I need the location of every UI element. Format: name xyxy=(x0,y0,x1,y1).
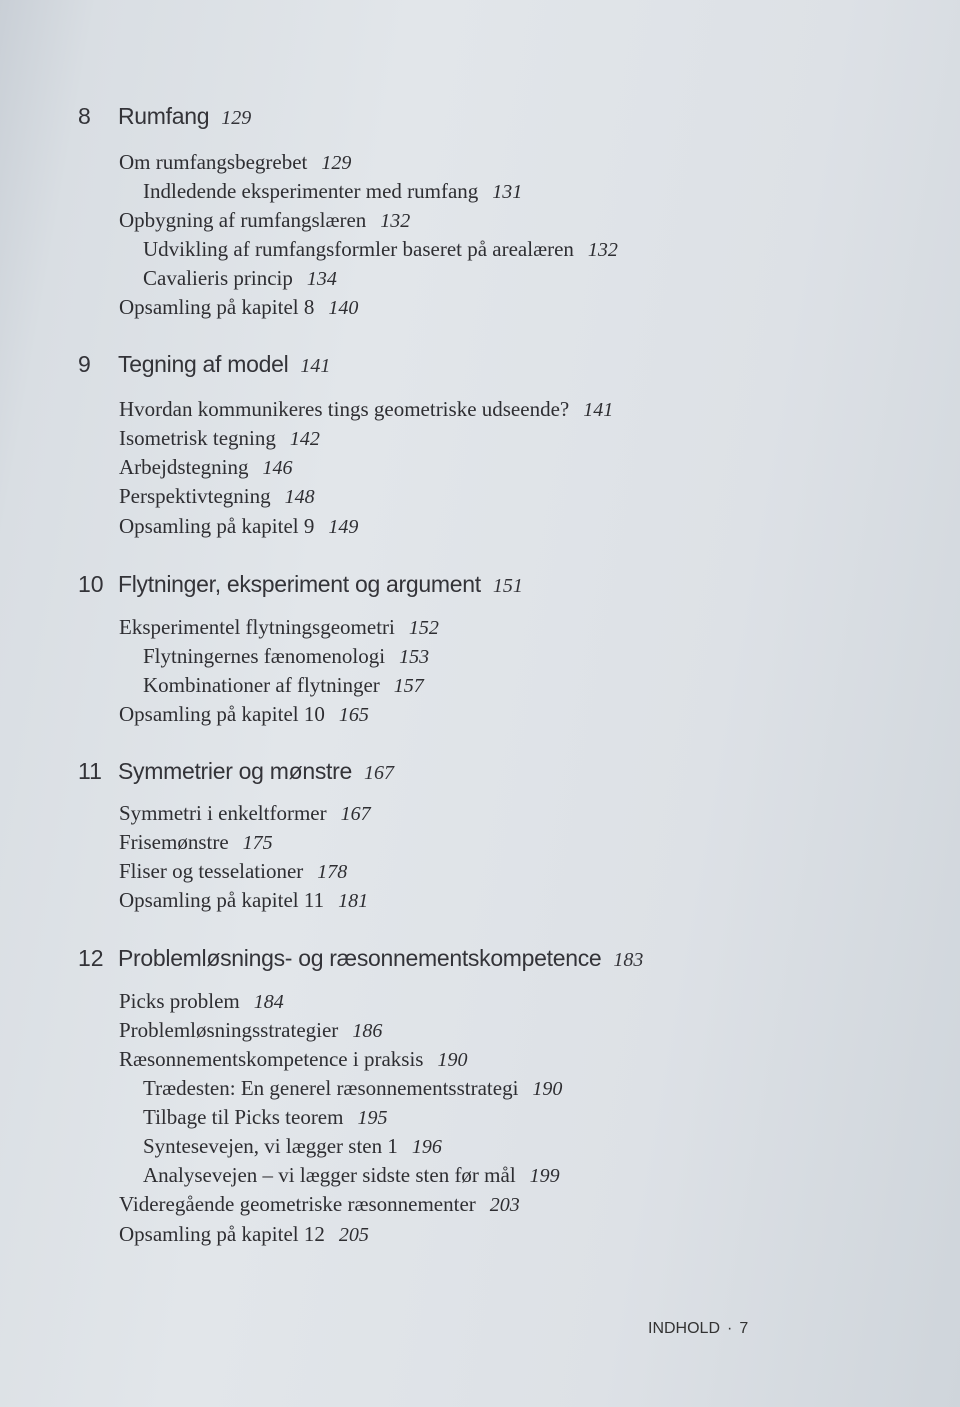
toc-entry xyxy=(119,830,273,855)
chapter-page: 141 xyxy=(300,355,331,377)
entry-page: 142 xyxy=(289,428,320,450)
chapter-number: 12 xyxy=(78,945,104,971)
entry-title: Ræsonnementskompetence i praksis xyxy=(119,1047,424,1071)
toc-subentry xyxy=(143,237,618,262)
entry-page: 195 xyxy=(357,1107,388,1129)
footer-page-number: 7 xyxy=(739,1320,749,1337)
entry-title: Arbejdstegning xyxy=(119,455,249,479)
entry-title: Analysevejen – vi lægger sidste sten før mål xyxy=(143,1163,516,1187)
entry-page: 196 xyxy=(411,1136,442,1158)
chapter-number: 11 xyxy=(78,758,102,784)
entry-page: 199 xyxy=(529,1165,560,1187)
entry-title: Problemløsningsstrategier xyxy=(119,1018,339,1042)
entry-title: Frisemønstre xyxy=(119,830,229,854)
footer-section: INDHOLD xyxy=(648,1320,721,1337)
chapter-page: 129 xyxy=(221,107,252,129)
entry-title: Picks problem xyxy=(119,989,240,1013)
chapter-title: Flytninger, eksperiment og argument xyxy=(118,571,481,597)
chapter-page: 151 xyxy=(492,575,523,597)
entry-title: Opsamling på kapitel 11 xyxy=(119,888,325,912)
entry-page: 134 xyxy=(306,268,337,290)
entry-title: Eksperimentel flytningsgeometri xyxy=(119,615,395,639)
toc-entry xyxy=(119,426,320,451)
entry-title: Opsamling på kapitel 9 xyxy=(119,514,315,538)
toc-subentry xyxy=(143,1105,387,1130)
toc-entry xyxy=(119,1222,369,1247)
toc-entry xyxy=(119,455,292,480)
entry-page: 152 xyxy=(408,617,439,639)
entry-title: Flytningernes fænomenologi xyxy=(143,644,386,668)
chapter-heading xyxy=(78,351,330,378)
toc-subentry xyxy=(143,1076,562,1101)
entry-title: Cavalieris princip xyxy=(143,266,293,290)
entry-page: 167 xyxy=(340,803,371,825)
entry-title: Perspektivtegning xyxy=(119,484,271,508)
entry-page: 131 xyxy=(492,181,523,203)
entry-title: Opsamling på kapitel 10 xyxy=(119,702,325,726)
chapter-heading xyxy=(78,571,523,598)
chapter-title: Tegning af model xyxy=(118,351,289,377)
entry-title: Indledende eksperimenter med rumfang xyxy=(143,179,479,203)
entry-title: Symmetri i enkeltformer xyxy=(119,801,327,825)
entry-title: Isometrisk tegning xyxy=(119,426,276,450)
chapter-title: Symmetrier og mønstre xyxy=(118,758,352,784)
toc-entry xyxy=(119,150,351,175)
entry-page: 132 xyxy=(380,210,411,232)
entry-page: 203 xyxy=(489,1194,520,1216)
toc-entry xyxy=(119,208,410,233)
footer-separator: · xyxy=(727,1320,733,1337)
entry-title: Hvordan kommunikeres tings geometriske udseende? xyxy=(119,397,570,421)
entry-page: 140 xyxy=(328,297,359,319)
toc-entry xyxy=(119,801,371,826)
toc-entry xyxy=(119,888,368,913)
toc-entry xyxy=(119,397,613,422)
toc-entry xyxy=(119,514,358,539)
chapter-heading xyxy=(78,758,394,785)
entry-page: 165 xyxy=(338,704,369,726)
entry-page: 157 xyxy=(393,675,424,697)
toc-entry xyxy=(119,484,315,509)
toc-entry xyxy=(119,295,358,320)
entry-page: 149 xyxy=(328,516,359,538)
entry-title: Kombinationer af flytninger xyxy=(143,673,380,697)
entry-title: Opsamling på kapitel 8 xyxy=(119,295,315,319)
entry-title: Fliser og tesselationer xyxy=(119,859,304,883)
entry-page: 132 xyxy=(587,239,618,261)
entry-title: Syntesevejen, vi lægger sten 1 xyxy=(143,1134,398,1158)
entry-page: 190 xyxy=(437,1049,468,1071)
toc-subentry xyxy=(143,266,337,291)
entry-page: 146 xyxy=(262,457,293,479)
entry-title: Opsamling på kapitel 12 xyxy=(119,1222,325,1246)
entry-page: 186 xyxy=(352,1020,383,1042)
toc-entry xyxy=(119,1192,520,1217)
chapter-number: 9 xyxy=(78,351,91,377)
chapter-page: 183 xyxy=(613,949,644,971)
chapter-heading xyxy=(78,945,643,972)
toc-subentry xyxy=(143,179,522,204)
chapter-title: Problemløsnings- og ræsonnementskompetence xyxy=(118,945,602,971)
entry-title: Udvikling af rumfangsformler baseret på arealæren xyxy=(143,237,574,261)
chapter-title: Rumfang xyxy=(118,103,210,129)
entry-page: 148 xyxy=(284,486,315,508)
toc-entry xyxy=(119,1047,467,1072)
chapter-page: 167 xyxy=(363,762,394,784)
chapter-number: 8 xyxy=(78,103,91,129)
toc-entry xyxy=(119,1018,382,1043)
entry-title: Trædesten: En generel ræsonnementsstrategi xyxy=(143,1076,519,1100)
toc-entry xyxy=(119,859,347,884)
entry-page: 141 xyxy=(583,399,614,421)
toc-subentry xyxy=(143,1163,560,1188)
entry-title: Om rumfangsbegrebet xyxy=(119,150,308,174)
toc-subentry xyxy=(143,1134,442,1159)
chapter-heading xyxy=(78,103,251,130)
entry-page: 178 xyxy=(317,861,348,883)
entry-page: 205 xyxy=(338,1224,369,1246)
chapter-number: 10 xyxy=(78,571,104,597)
entry-title: Videregående geometriske ræsonnementer xyxy=(119,1192,476,1216)
entry-page: 129 xyxy=(321,152,352,174)
toc-entry xyxy=(119,989,284,1014)
entry-title: Opbygning af rumfangslæren xyxy=(119,208,367,232)
entry-page: 190 xyxy=(532,1078,563,1100)
toc-entry xyxy=(119,615,439,640)
toc-subentry xyxy=(143,673,424,698)
toc-entry xyxy=(119,702,369,727)
entry-title: Tilbage til Picks teorem xyxy=(143,1105,344,1129)
entry-page: 175 xyxy=(242,832,273,854)
entry-page: 184 xyxy=(253,991,284,1013)
page-footer xyxy=(648,1320,748,1338)
entry-page: 181 xyxy=(338,890,369,912)
entry-page: 153 xyxy=(399,646,430,668)
toc-subentry xyxy=(143,644,429,669)
